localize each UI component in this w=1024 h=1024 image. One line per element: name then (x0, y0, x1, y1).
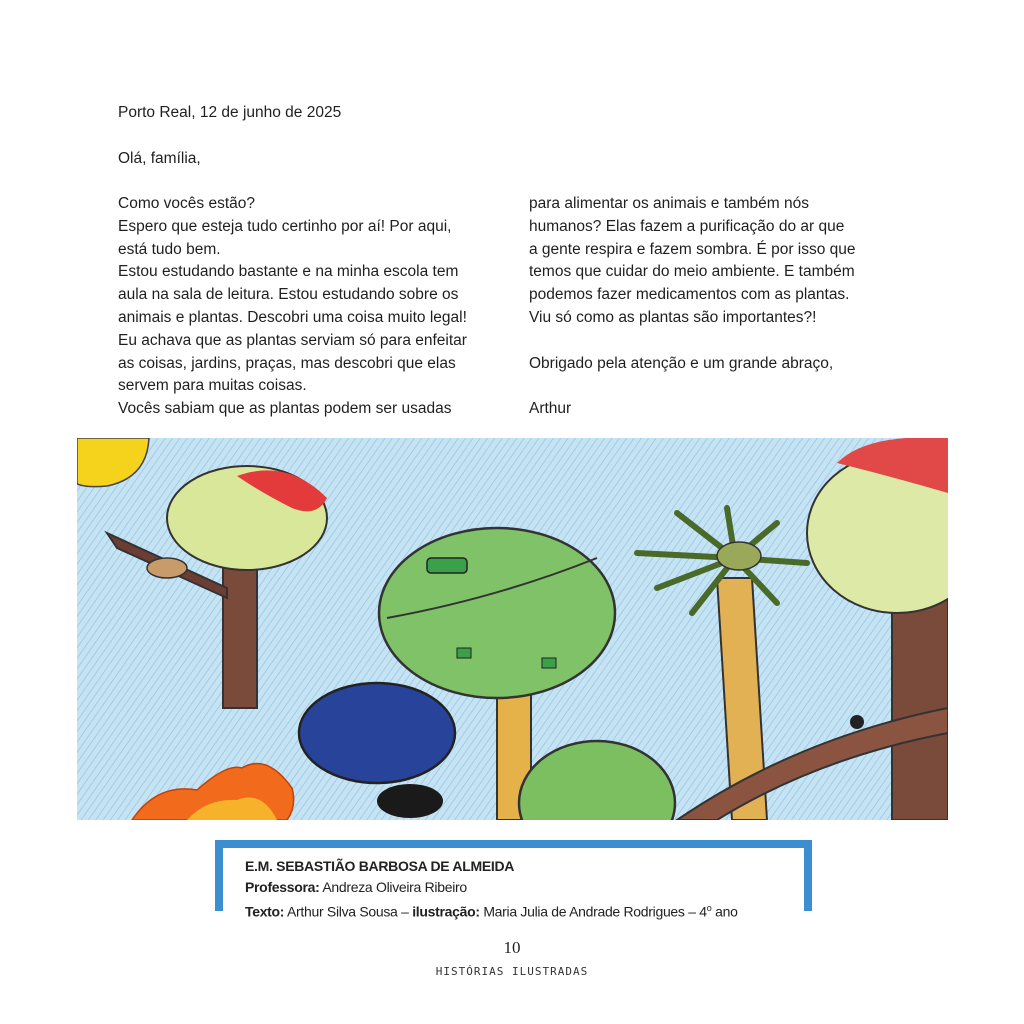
letter-line: Viu só como as plantas são importantes?! (529, 308, 817, 326)
animal-on-branch (147, 558, 187, 578)
letter-line: temos que cuidar do meio ambiente. E também (529, 263, 855, 281)
palm-crown (717, 542, 761, 570)
letter-line: Como vocês estão? (118, 195, 255, 212)
teacher-credit (245, 877, 804, 898)
letter-line: humanos? Elas fazem a purificação do ar que (529, 217, 845, 235)
fruit-mark (457, 648, 471, 658)
grade-word: ano (715, 903, 738, 920)
letter-line: servem para muitas coisas. (118, 377, 307, 395)
text-author: Arthur Silva Sousa – (287, 903, 409, 920)
school-name: E.M. SEBASTIÃO BARBOSA DE ALMEIDA (245, 858, 515, 874)
letter-line: a gente respira e fazem sombra. É por isso que (529, 240, 856, 258)
authors-credit (245, 898, 804, 923)
letter-closing: Obrigado pela atenção e um grande abraço, (529, 354, 834, 372)
text-label: Texto: (245, 903, 285, 920)
illustration-label: ilustração: (412, 903, 480, 920)
teacher-label: Professora: (245, 879, 320, 895)
paragraph-gap (529, 375, 929, 398)
bird-dot (850, 715, 864, 729)
page-number: 10 (503, 938, 521, 957)
letter-right-column (529, 193, 929, 421)
blue-bush (299, 683, 455, 783)
letter-left-column (118, 193, 508, 421)
paragraph-gap (529, 330, 929, 353)
letter-signature: Arthur (529, 400, 572, 418)
fruit-mark (542, 658, 556, 668)
letter-greeting: Olá, família, (118, 150, 201, 167)
black-stone (377, 784, 443, 818)
book-title: HISTÓRIAS ILUSTRADAS (435, 965, 589, 978)
letter-line: Espero que esteja tudo certinho por aí! Por aqui, (118, 217, 452, 235)
child-illustration (77, 438, 948, 820)
letter-line: animais e plantas. Descobri uma coisa muito legal! (118, 308, 467, 326)
fruit-mark (427, 558, 467, 573)
letter-line: as coisas, jardins, praças, mas descobri que elas (118, 354, 456, 372)
letter-line: Estou estudando bastante e na minha escola tem (118, 263, 459, 281)
letter-line: está tudo bem. (118, 240, 221, 258)
letter-line: podemos fazer medicamentos com as plantas. (529, 286, 850, 304)
credits-box (215, 840, 812, 920)
letter-line: Vocês sabiam que as plantas podem ser usadas (118, 400, 452, 418)
illustrator-name: Maria Julia de Andrade Rodrigues – 4 (483, 903, 707, 920)
letter-line: Eu achava que as plantas serviam só para enfeitar (118, 331, 467, 349)
letter-line: para alimentar os animais e também nós (529, 195, 809, 212)
grade-ordinal: o (706, 903, 712, 913)
letter-date: Porto Real, 12 de junho de 2025 (118, 104, 342, 121)
tree-trunk (223, 563, 257, 708)
letter-line: aula na sala de leitura. Estou estudando sobre os (118, 286, 459, 304)
teacher-name: Andreza Oliveira Ribeiro (322, 879, 467, 895)
